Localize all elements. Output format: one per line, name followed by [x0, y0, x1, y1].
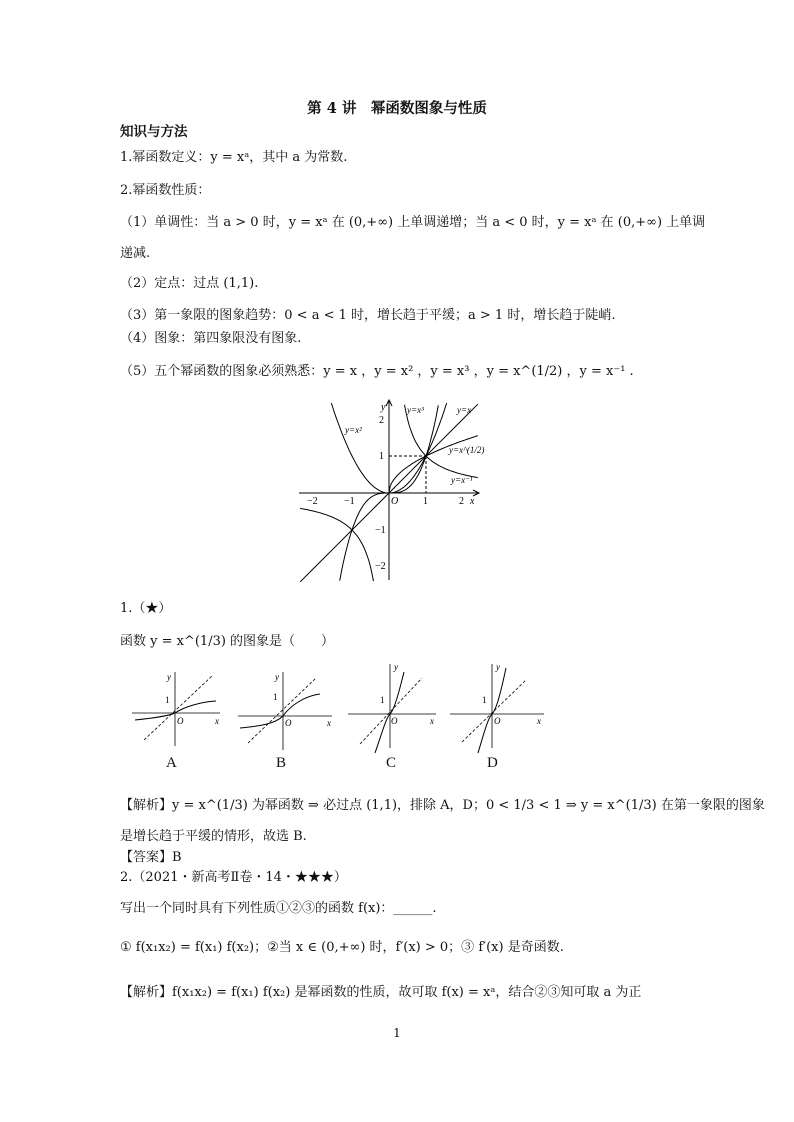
tick-label: −1 — [375, 525, 386, 536]
tick-label: 2 — [459, 496, 464, 507]
svg-text:1: 1 — [380, 695, 385, 705]
svg-text:O: O — [391, 716, 398, 726]
text-line: （2）定点：过点 (1,1). — [120, 276, 259, 291]
option-b-label: B — [276, 755, 287, 771]
curve-label: y=x³ — [407, 405, 424, 415]
y-axis-label: y — [381, 402, 386, 413]
svg-text:x: x — [537, 716, 541, 726]
tick-label: 2 — [379, 415, 384, 426]
curve-label: y=x⁻¹ — [451, 475, 473, 485]
tick-label: −1 — [344, 496, 355, 507]
section-heading: 知识与方法 — [120, 124, 188, 140]
svg-text:y: y — [496, 662, 500, 672]
svg-text:y: y — [275, 672, 279, 682]
option-graph-d — [450, 662, 544, 753]
question-stem: 函数 y = x^(1/3) 的图象是（ ） — [120, 634, 335, 649]
svg-text:x: x — [327, 718, 331, 728]
tick-label: −2 — [375, 561, 386, 572]
tick-label: 1 — [379, 451, 384, 462]
svg-text:1: 1 — [482, 695, 487, 705]
analysis-line: 【解析】f(x₁x₂) = f(x₁) f(x₂) 是幂函数的性质，故可取 f(x) = xᵃ，结合②③知可取 a 为正 — [120, 985, 642, 1000]
option-c-label: C — [386, 755, 397, 771]
power-functions-figure — [297, 396, 497, 582]
svg-text:O: O — [285, 718, 292, 728]
text-line: （5）五个幂函数的图象必须熟悉：y = x ，y = x² ，y = x³ ，y = x^(1/2) ，y = x⁻¹ . — [120, 364, 634, 379]
question-conditions: ① f(x₁x₂) = f(x₁) f(x₂)；②当 x ∈ (0,+∞) 时，f′(x) > 0；③ f′(x) 是奇函数. — [120, 940, 564, 955]
text-line: （4）图象：第四象限没有图象. — [120, 331, 302, 346]
svg-text:1: 1 — [273, 692, 278, 702]
option-graphs — [120, 658, 550, 776]
text-line: （3）第一象限的图象趋势：0 < a < 1 时，增长趋于平缓；a > 1 时，增长趋于陡峭. — [120, 308, 616, 323]
origin-label: O — [391, 496, 399, 507]
question-stem: 写出一个同时具有下列性质①②③的函数 f(x)：______. — [120, 901, 437, 916]
option-d-label: D — [487, 755, 498, 771]
svg-text:O: O — [494, 716, 501, 726]
svg-text:O: O — [177, 716, 184, 726]
x-axis-label: x — [470, 496, 475, 507]
curve-label: y=x — [457, 405, 472, 415]
question-header: 2.（2021・新高考Ⅱ卷・14・★★★） — [120, 870, 347, 885]
option-graph-a — [132, 672, 220, 746]
svg-text:1: 1 — [165, 695, 170, 705]
curve-label: y=x² — [345, 425, 362, 435]
text-line: 1.幂函数定义：y = xᵃ，其中 a 为常数. — [120, 150, 348, 165]
text-line: （1）单调性：当 a > 0 时，y = xᵃ 在 (0,+∞) 上单调递增；当 a < 0 时，y = xᵃ 在 (0,+∞) 上单调 — [120, 215, 706, 230]
page-title: 第 4 讲 幂函数图象与性质 — [307, 100, 487, 117]
analysis-line: 【解析】y = x^(1/3) 为幂函数 ⇒ 必过点 (1,1)，排除 A，D；0 < 1/3 < 1 ⇒ y = x^(1/3) 在第一象限的图象 — [120, 798, 765, 813]
curve-label: y=x^(1/2) — [449, 445, 485, 455]
option-a-label: A — [166, 755, 177, 771]
page-number: 1 — [393, 1026, 401, 1040]
text-line: 2.幂函数性质： — [120, 183, 211, 198]
svg-text:x: x — [430, 716, 434, 726]
text-line: 递减. — [120, 246, 151, 261]
analysis-line: 是增长趋于平缓的情形，故选 B. — [120, 829, 307, 844]
tick-label: 1 — [423, 496, 428, 507]
option-graph-b — [238, 672, 332, 750]
option-graph-c — [348, 662, 436, 753]
svg-text:y: y — [394, 662, 398, 672]
svg-text:x: x — [215, 716, 219, 726]
svg-text:y: y — [167, 672, 171, 682]
question-header: 1.（★） — [120, 601, 172, 616]
answer-line: 【答案】B — [120, 850, 182, 865]
tick-label: −2 — [307, 496, 318, 507]
